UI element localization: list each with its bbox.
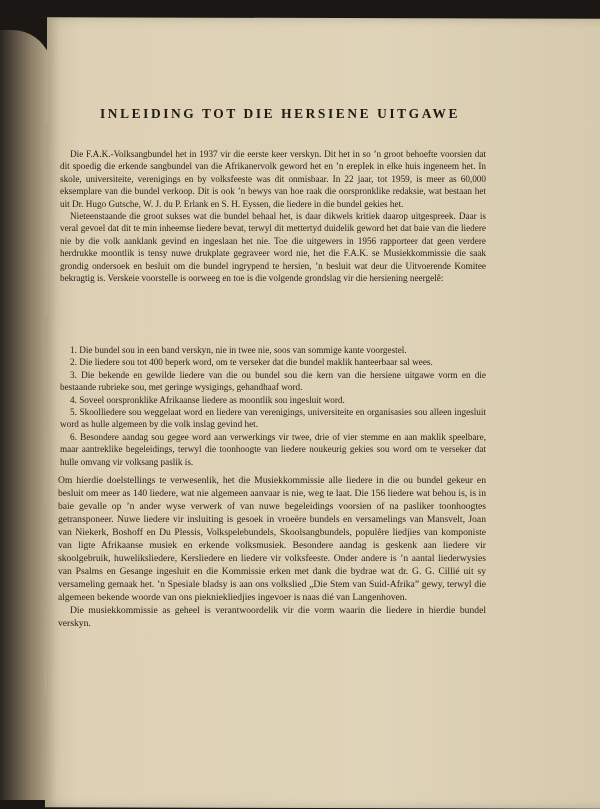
intro-paragraph: Die F.A.K.-Volksangbundel het in 1937 vir die eerste keer verskyn. Dit het in so ’n groot behoefte voorsien dat dit spoedig die erkende sangbundel van die Afrikanervolk geword het en ’n erepIek in elke huis ingeneem het. In skole, universiteite, verenigings en by volksfeeste was dit onmisbaar. In 22 jaar, tot 1959, is meer as 60,000 eksemplare van die bundel verkoop. Dit is ook ’n bewys van hoe raak die oorspronklike redaksie, wat bestaan het uit Dr. Hugo Gutsche, W. J. du P. Erlank en S. H. Eyssen, die liedere in die bundel gekies het. [60, 149, 486, 209]
closing-section [58, 474, 486, 630]
list-item: 5. Skoolliedere sou weggelaat word en liedere van verenigings, universiteite en organisasies sou alleen ingesluit word as hulle algemeen by die volk inslag gevind het. [60, 407, 486, 430]
page-title: INLEIDING TOT DIE HERSIENE UITGAWE [99, 106, 461, 121]
intro-paragraph: Nieteenstaande die groot sukses wat die bundel behaal het, is daar dikwels kritiek daarop uitgespreek. Daar is veral gevoel dat dit te min inheemse liedere bevat, terwyl dit mettertyd duidelik geword het dat baie van die liedere nie by die volk aanklank gevind en ingeslaan het nie. Toe die uitgewers in 1956 rapporteer dat geen verdere herdrukke moontlik is tensy nuwe drukplate gegraveer word nie, het die F.A.K. se Musiekkommissie die saak grondig ondersoek en besluit om die bundel ingrypend te hersien, ’n besluit wat deur die Uitvoerende Komitee bekragtig is. Verskeie voorstelle is oorweeg en toe is die volgende grondslag vir die hersiening neergelê: [60, 211, 486, 284]
list-item: 6. Besondere aandag sou gegee word aan verwerkings vir twee, drie of vier stemme en aan maklik speelbare, maar aantreklike begeleidings, terwyl die toonhoogte van liedere noukeurig gekies sou word om te verseker dat hulle omvang vir volksang paslik is. [60, 431, 486, 467]
intro-section [60, 148, 486, 284]
previous-page-edge [0, 30, 52, 800]
closing-paragraph: Die musiekkommissie as geheel is verantwoordelik vir die vorm waarin die liedere in hierdie bundel verskyn. [58, 605, 486, 629]
principles-list [60, 344, 486, 468]
closing-paragraph: Om hierdie doelstellings te verwesenlik, het die Musiekkommissie alle liedere in die ou bundel gekeur en besluit om meer as 140 liedere, wat nie algemeen aanvaar is nie, weg te laat. Die 156 liedere wat behou is, is in baie gevalle op ’n ander wyse verwerk of van nuwe begeleidings voorsien of na pasliker toonhoogtes getransponeer. Nuwe liedere vir insluiting is gesoek in vroeëre bundels en versamelings van Mansvelt, Joan van Niekerk, Boshoff en Du Plessis, Volkspelebundels, Skoolsangbundels, populêre liedjies van komponiste van ligte Afrikaanse musiek en erkende volksmusiek. Besondere aandag is geskenk aan liedere vir skoolgebruik, huweliksliedere, Kersliedere en liedere vir volksfeeste. Onder andere is ’n aantal liederwysies van Psalms en Gesange ingesluit en die Kommissie erken met dank die bydrae wat dr. G. G. Cillié uit sy versameling gemaak het. ’n Spesiale bladsy is aan ons volkslied „Die Stem van Suid-Afrika” gewy, terwyl die algemeen bekende woorde van ons piekniekliedjies ingevoer is naas dié van Langenhoven. [58, 475, 486, 603]
list-item: 4. Soveel oorspronklike Afrikaanse liedere as moontlik sou ingesluit word. [70, 394, 345, 405]
list-item: 2. Die liedere sou tot 400 beperk word, om te verseker dat die bundel maklik hanteerbaar sal wees. [70, 357, 433, 368]
list-item: 1. Die bundel sou in een band verskyn, nie in twee nie, soos van sommige kante voorgestel. [70, 345, 407, 355]
list-item: 3. Die bekende en gewilde liedere van die ou bundel sou die kern van die hersiene uitgawe vorm en die bestaande rubrieke sou, met geringe wysigings, gehandhaaf word. [60, 369, 486, 393]
